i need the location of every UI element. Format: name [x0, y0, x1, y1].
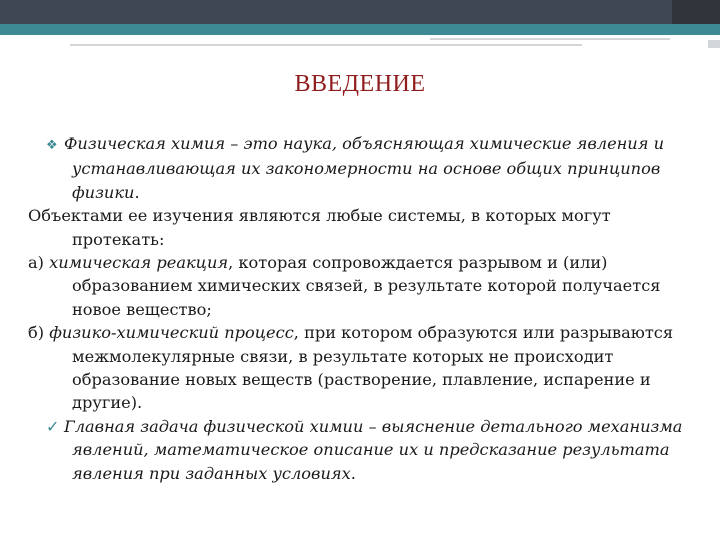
definition-end: . [134, 182, 140, 202]
slide-body [28, 132, 690, 485]
check-bullet-icon: ✓ [46, 416, 60, 436]
item-b-rest: , при котором образуются или разрываются межмолекулярные связи, в результате которых не происходит образование новых веществ (растворение, плавление, испарение и другие). [72, 323, 674, 413]
item-a-paragraph [28, 251, 690, 321]
item-b-prefix: б) [28, 323, 50, 343]
item-b-paragraph [28, 321, 690, 415]
divider-line [70, 44, 582, 46]
bullet-paragraph-task [28, 415, 690, 485]
task-end: . [350, 463, 356, 483]
divider-tick [708, 40, 720, 48]
item-a-term: химическая реакция [49, 253, 229, 273]
objects-paragraph: Объектами ее изучения являются любые системы, в которых могут протекать: [28, 206, 611, 249]
bullet-paragraph-definition [28, 132, 690, 204]
top-bar [0, 0, 720, 24]
item-b-term: физико-химический процесс [49, 323, 294, 343]
task-text: Главная задача физической химии – выяснение детального механизма явлений, математическое описание их и предсказание результата явления при заданных условиях [64, 416, 683, 483]
diamond-bullet-icon: ❖ [46, 138, 58, 153]
top-bar-accent [672, 0, 720, 24]
divider-line [430, 38, 670, 40]
accent-band [0, 24, 720, 35]
item-a-prefix: а) [28, 253, 50, 273]
slide-title: ВВЕДЕНИЕ [294, 71, 426, 97]
item-a-rest: , которая сопровождается разрывом и (или) образованием химических связей, в результате которой получается новое вещество; [72, 253, 661, 319]
definition-text: Физическая химия – это наука, объясняющая химические явления и устанавливающая их закономерности на основе общих принципов физики [64, 134, 665, 202]
